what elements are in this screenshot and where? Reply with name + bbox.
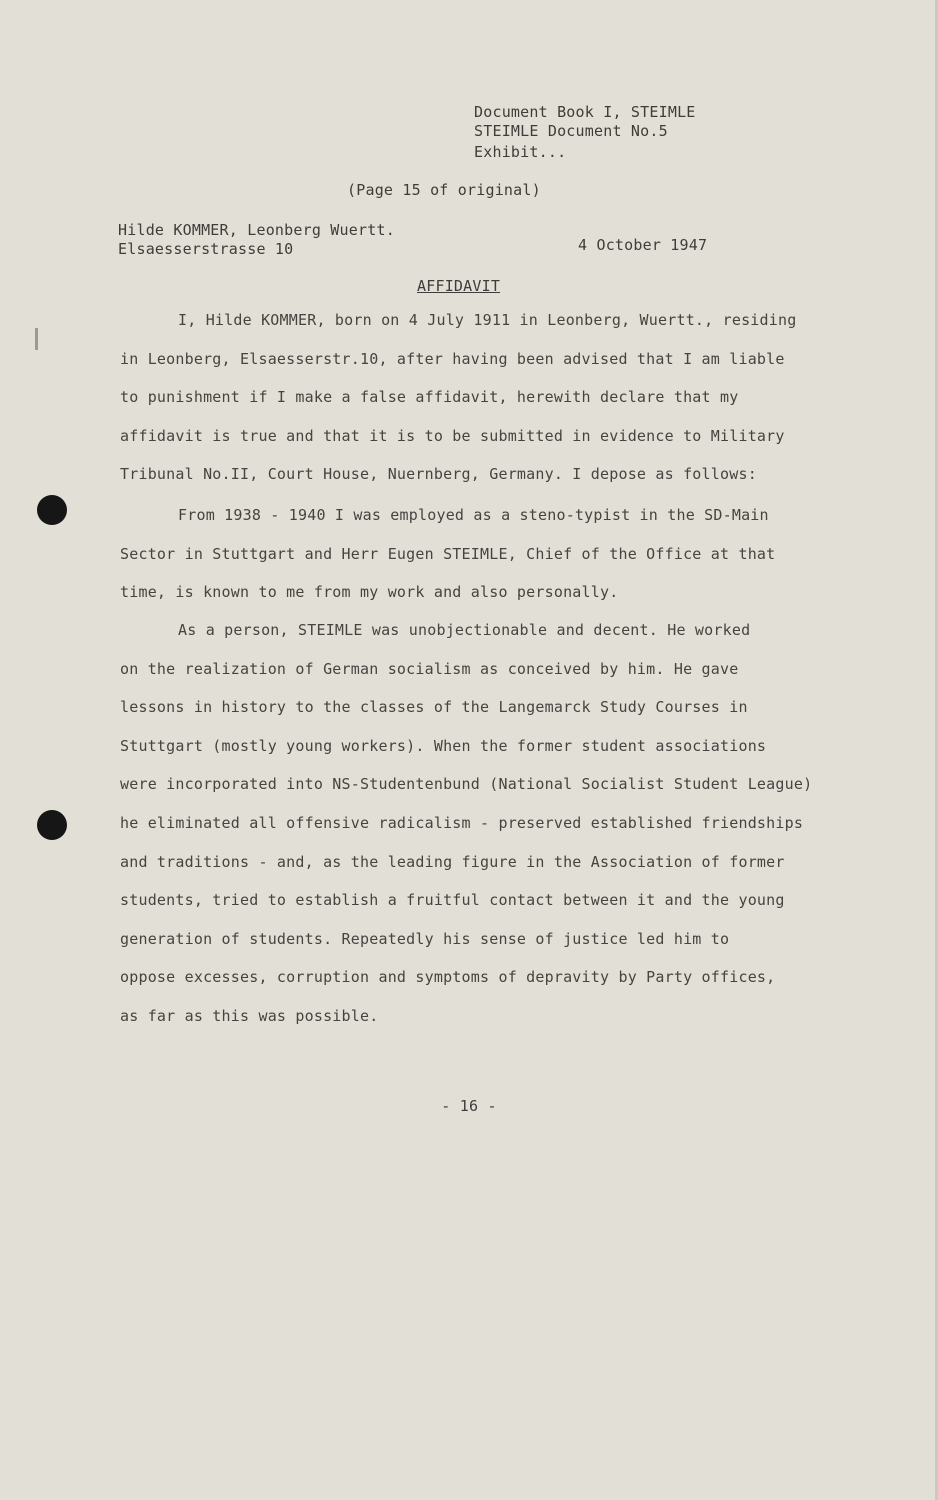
paragraph-line: Stuttgart (mostly young workers). When the former student associations [120,736,767,755]
punch-hole-top [37,495,67,525]
paragraph-line: in Leonberg, Elsaesserstr.10, after having been advised that I am liable [120,349,785,368]
paragraph-line: lessons in history to the classes of the Langemarck Study Courses in [120,698,748,717]
page-of-original: (Page 15 of original) [347,181,541,199]
paragraph-1 [120,301,820,494]
paragraph-line: on the realization of German socialism as conceived by him. He gave [120,659,739,678]
paragraph-line: As a person, STEIMLE was unobjectionable and decent. He worked [178,621,751,639]
margin-mark [35,328,38,350]
paragraph-line: From 1938 - 1940 I was employed as a steno-typist in the SD-Main [178,506,769,524]
paragraph-line: Sector in Stuttgart and Herr Eugen STEIMLE, Chief of the Office at that [120,544,776,563]
paragraph-line: to punishment if I make a false affidavit, herewith declare that my [120,388,739,407]
paragraph-line: affidavit is true and that it is to be submitted in evidence to Military [120,426,785,445]
paragraph-2 [120,496,820,612]
page-number: - 16 - [441,1097,497,1115]
paragraph-line: students, tried to establish a fruitful contact between it and the young [120,891,785,910]
paragraph-line: I, Hilde KOMMER, born on 4 July 1911 in Leonberg, Wuertt., residing [178,311,797,329]
sender-name: Hilde KOMMER, Leonberg Wuertt. [118,221,395,239]
paragraph-line: Tribunal No.II, Court House, Nuernberg, Germany. I depose as follows: [120,465,757,484]
punch-hole-bottom [37,810,67,840]
paragraph-line: as far as this was possible. [120,1006,379,1025]
sender-street: Elsaesserstrasse 10 [118,240,294,258]
header-document-book: Document Book I, STEIMLE [474,103,696,121]
paragraph-line: oppose excesses, corruption and symptoms of depravity by Party offices, [120,968,776,987]
paragraph-line: he eliminated all offensive radicalism - preserved established friendships [120,813,804,832]
paragraph-line: and traditions - and, as the leading figure in the Association of former [120,852,785,871]
document-title: AFFIDAVIT [417,277,501,295]
paragraph-line: were incorporated into NS-Studentenbund (National Socialist Student League) [120,775,813,794]
paragraph-line: time, is known to me from my work and also personally. [120,583,619,602]
header-exhibit: Exhibit... [474,143,567,161]
document-date: 4 October 1947 [578,236,708,254]
paragraph-line: generation of students. Repeatedly his sense of justice led him to [120,929,730,948]
paragraph-3 [120,611,820,1036]
header-document-number: STEIMLE Document No.5 [474,122,668,140]
